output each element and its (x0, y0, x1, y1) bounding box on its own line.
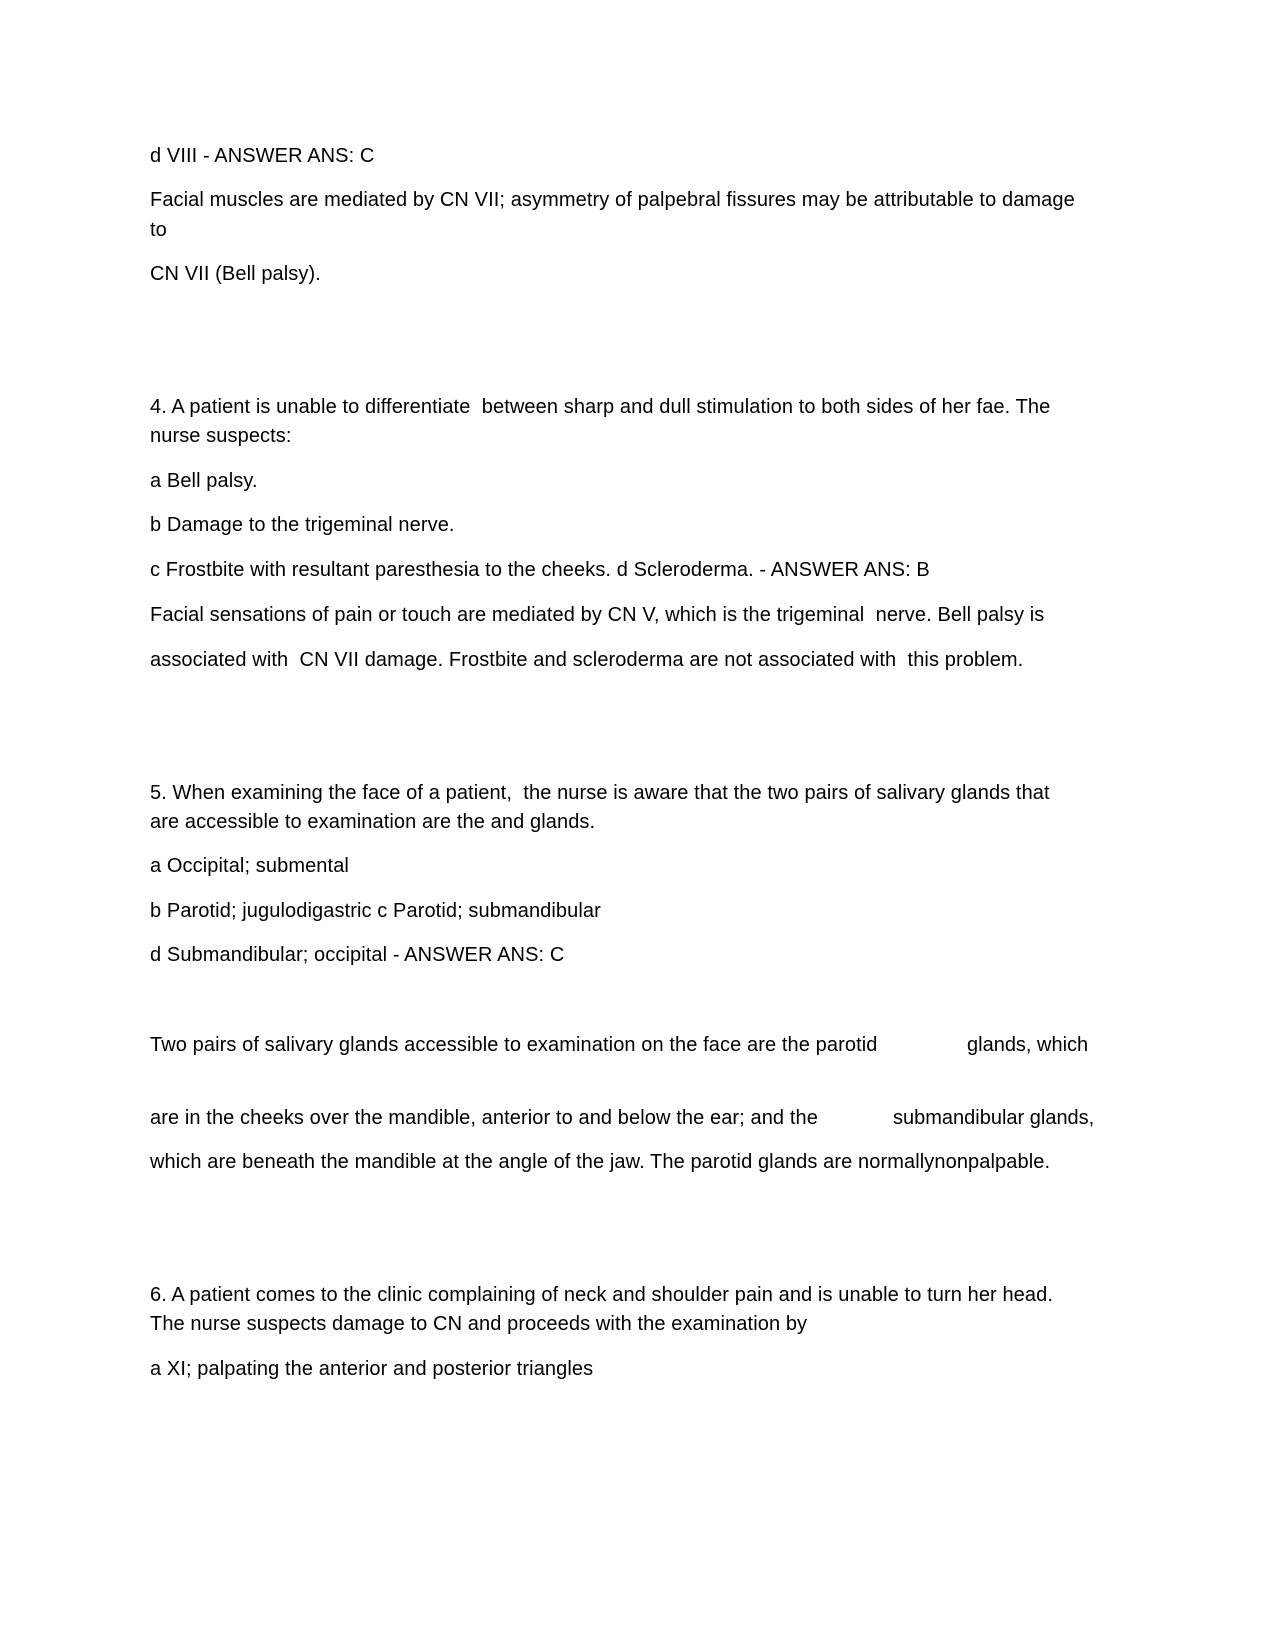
q6-option-a: a XI; palpating the anterior and posterior triangles (150, 1358, 594, 1380)
q3-explanation-line2: to (150, 219, 167, 241)
q5-question-line1: 5. When examining the face of a patient, the nurse is aware that the two pairs of salivary glands that (150, 782, 1050, 804)
q5-explanation-line2-right: submandibular glands, (893, 1107, 1095, 1129)
q5-explanation-line2-left: are in the cheeks over the mandible, anterior to and below the ear; and the (150, 1107, 818, 1129)
q5-explanation-line1-left: Two pairs of salivary glands accessible to examination on the face are the parotid (150, 1034, 878, 1056)
q4-explanation-line1: Facial sensations of pain or touch are mediated by CN V, which is the trigeminal nerve. Bell palsy is (150, 604, 1045, 626)
q4-question-line2: nurse suspects: (150, 425, 292, 447)
q4-explanation-line2: associated with CN VII damage. Frostbite and scleroderma are not associated with this problem. (150, 649, 1024, 671)
q5-option-a: a Occipital; submental (150, 855, 349, 877)
q4-option-a: a Bell palsy. (150, 470, 258, 492)
q4-option-cd: c Frostbite with resultant paresthesia to the cheeks. d Scleroderma. - ANSWER ANS: B (150, 559, 930, 581)
q5-question-line2: are accessible to examination are the and glands. (150, 811, 596, 833)
q6-question-line1: 6. A patient comes to the clinic complaining of neck and shoulder pain and is unable to turn her head. (150, 1284, 1054, 1306)
q5-explanation-line1-right: glands, which (967, 1034, 1089, 1056)
q5-explanation-line3: which are beneath the mandible at the angle of the jaw. The parotid glands are normallynonpalpable. (150, 1151, 1051, 1173)
q4-question-line1: 4. A patient is unable to differentiate between sharp and dull stimulation to both sides of her fae. The (150, 396, 1051, 418)
q3-explanation-line3: CN VII (Bell palsy). (150, 263, 321, 285)
q4-option-b: b Damage to the trigeminal nerve. (150, 514, 455, 536)
q5-option-d: d Submandibular; occipital - ANSWER ANS: C (150, 944, 565, 966)
q3-option-d: d VIII - ANSWER ANS: C (150, 145, 375, 167)
q5-option-bc: b Parotid; jugulodigastric c Parotid; submandibular (150, 900, 601, 922)
q6-question-line2: The nurse suspects damage to CN and proceeds with the examination by (150, 1313, 808, 1335)
q3-explanation-line1: Facial muscles are mediated by CN VII; asymmetry of palpebral fissures may be attributable to damage (150, 189, 1075, 211)
